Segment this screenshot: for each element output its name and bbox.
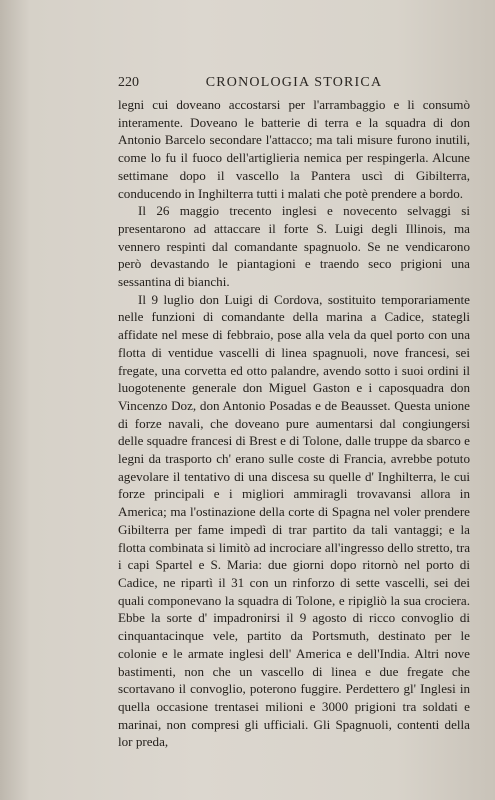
page-number: 220 bbox=[118, 75, 139, 90]
page-header bbox=[118, 75, 470, 93]
paragraph-2: Il 26 maggio trecento inglesi e novecento selvaggi si presentarono ad attaccare il forte S. Luigi degli Illinois, ma vennero respinti dal comandante spagnuolo. Se ne vendicarono però devastando le piantagioni e traendo seco prigioni una sessantina di bianchi. bbox=[118, 203, 470, 290]
body-text bbox=[118, 96, 470, 751]
running-title: CRONOLOGIA STORICA bbox=[205, 75, 383, 90]
paragraph-1: legni cui doveano accostarsi per l'arrambaggio e li consumò interamente. Doveano le batterie di terra e la squadra di don Antonio Barcelo secondare l'attacco; ma tali misure furono inutili, come lo fu il fuoco dell'artiglieria nemica per respingerla. Alcune settimane dopo il vascello la Pantera uscì di Gibilterra, conducendo in Inghilterra tutti i malati che potè prendere a bordo. bbox=[118, 97, 470, 201]
paragraph-3: Il 9 luglio don Luigi di Cordova, sostituito temporariamente nelle funzioni di comandante della marina a Cadice, stategli affidate nel mese di febbraio, pose alla vela da quel porto con una flotta di ventidue vascelli di linea spagnuoli, nove francesi, sei fregate, una corvetta ed otto palandre, avendo sotto i suoi ordini il luogotenente generale don Miguel Gaston e i caposquadra don Vincenzo Doz, don Antonio Posadas e de Beausset. Questa unione di forze navali, che doveano pure aumentarsi dal congiungersi delle squadre francesi di Brest e di Tolone, dalle truppe da sbarco e legni da trasporto ch' erano sulle coste di Francia, avrebbe potuto agevolare il tentativo di una discesa su quelle d' Inghilterra, le cui forze principali e i migliori ammiragli trovavansi allora in America; ma l'ostinazione della corte di Spagna nel voler prendere Gibilterra per fame impedì di trar partito da tali vantaggi; e la flotta combinata si limitò ad incrociare all'ingresso dello stretto, tra i capi Spartel e S. Maria: due giorni dopo ritornò nel porto di Cadice, ne ripartì il 31 con un rinforzo di sette vascelli, sei dei quali componevano la squadra di Tolone, e ripigliò la sua crociera. Ebbe la sorte d' impadronirsi il 9 agosto di ricco convoglio di cinquantacinque vele, partito da Portsmuth, destinato per le colonie e le armate inglesi dell' America e dell'India. Altri nove bastimenti, non che un vascello di linea e due fregate che scortavano il convoglio, poterono fuggire. Perdettero gl' Inglesi in quella occasione trentasei milioni e 3000 prigioni tra soldati e marinai, non compresi gli ufficiali. Gli Spagnuoli, contenti della lor preda, bbox=[118, 291, 470, 750]
